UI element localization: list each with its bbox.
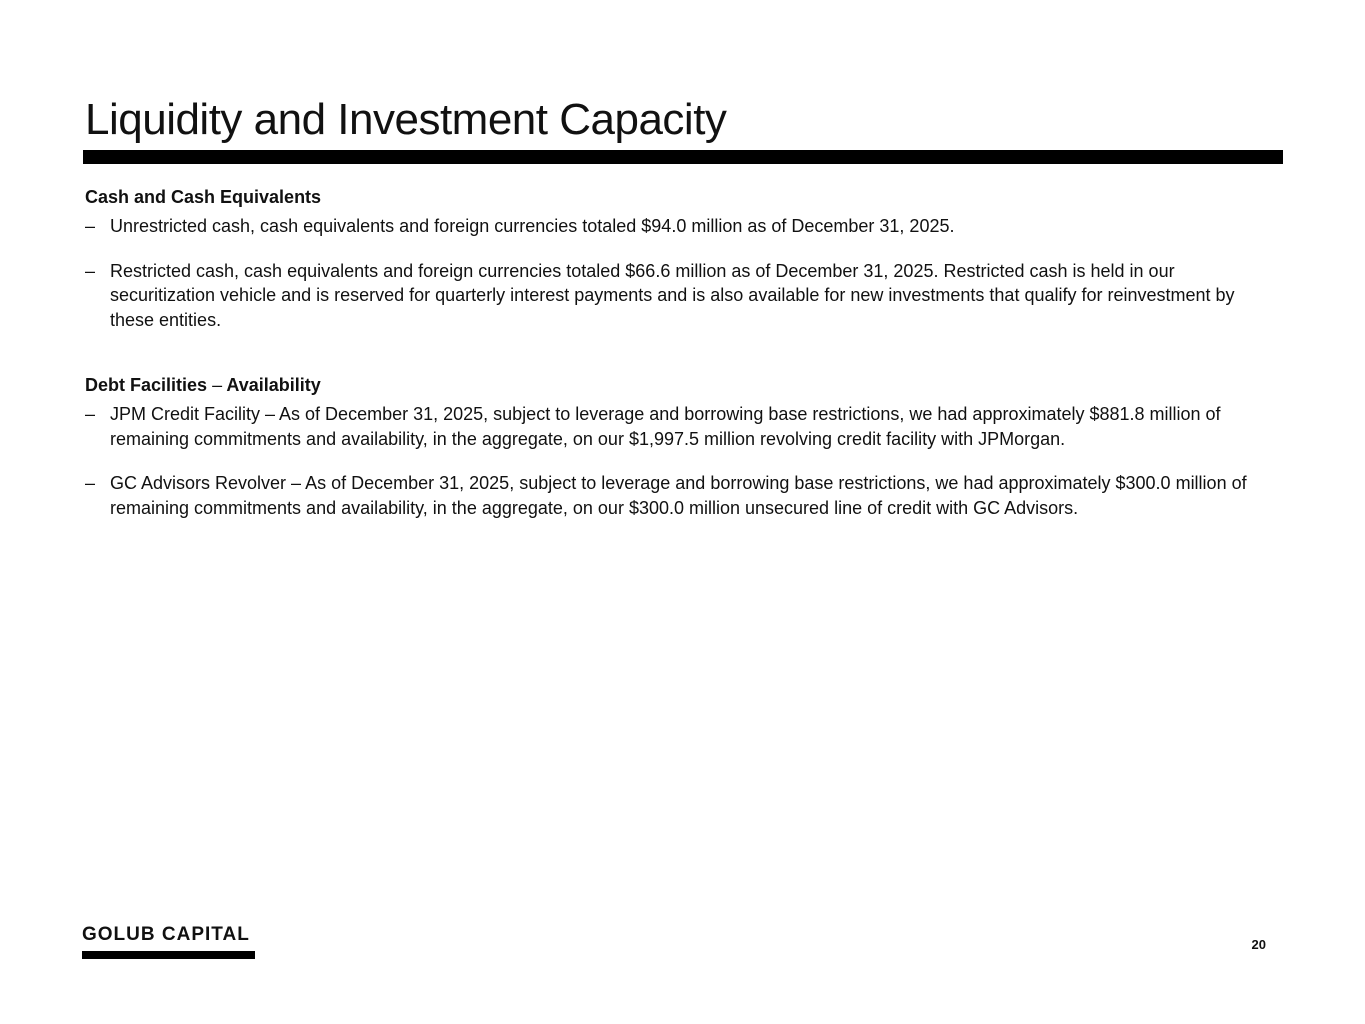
bullet-restricted-cash	[85, 259, 1281, 333]
bullet-dash: –	[85, 260, 96, 281]
slide-title: Liquidity and Investment Capacity	[85, 95, 727, 144]
logo-wordmark: GOLUB CAPITAL	[82, 924, 250, 945]
golub-capital-logo	[82, 924, 255, 959]
bullet-dash: –	[85, 216, 96, 236]
bullet-text: GC Advisors Revolver – As of December 31, 2025, subject to leverage and borrowing base restrictions, we had approximately $300.0 million of remaining commitments and availability, in the aggregate, on our $300.0 million unsecured line of credit with GC Advisors.	[110, 473, 1247, 518]
page-number: 20	[1251, 937, 1266, 952]
bullet-gc-advisors-revolver	[85, 471, 1281, 520]
debt-bullet-list	[85, 402, 1281, 520]
bullet-unrestricted-cash	[85, 214, 1281, 239]
debt-section	[85, 372, 1281, 520]
bullet-dash: –	[85, 404, 96, 424]
debt-heading-part1: Debt Facilities	[85, 375, 208, 395]
cash-bullet-list	[85, 214, 1281, 332]
title-divider	[83, 150, 1283, 164]
debt-heading-dash: –	[212, 375, 223, 395]
bullet-dash: –	[85, 473, 96, 493]
bullet-jpm-credit-facility	[85, 402, 1281, 451]
cash-section-heading: Cash and Cash Equivalents	[85, 187, 322, 207]
bullet-text: JPM Credit Facility – As of December 31, 2025, subject to leverage and borrowing base restrictions, we had approximately $881.8 million of remaining commitments and availability, in the aggregate, on our $1,997.5 million revolving credit facility with JPMorgan.	[110, 404, 1221, 449]
cash-section	[85, 184, 1281, 332]
slide-body	[85, 184, 1281, 540]
logo-underline-bar	[82, 951, 255, 959]
bullet-text: Restricted cash, cash equivalents and foreign currencies totaled $66.6 million as of December 31, 2025. Restricted cash is held in our securitization vehicle and is reserved for quarterly interest payments and is also available for new investments that qualify for reinvestment by these entities.	[110, 260, 1235, 330]
bullet-text: Unrestricted cash, cash equivalents and foreign currencies totaled $94.0 million as of December 31, 2025.	[110, 216, 955, 236]
debt-heading-part2: Availability	[226, 375, 321, 395]
debt-section-heading	[85, 372, 1281, 398]
